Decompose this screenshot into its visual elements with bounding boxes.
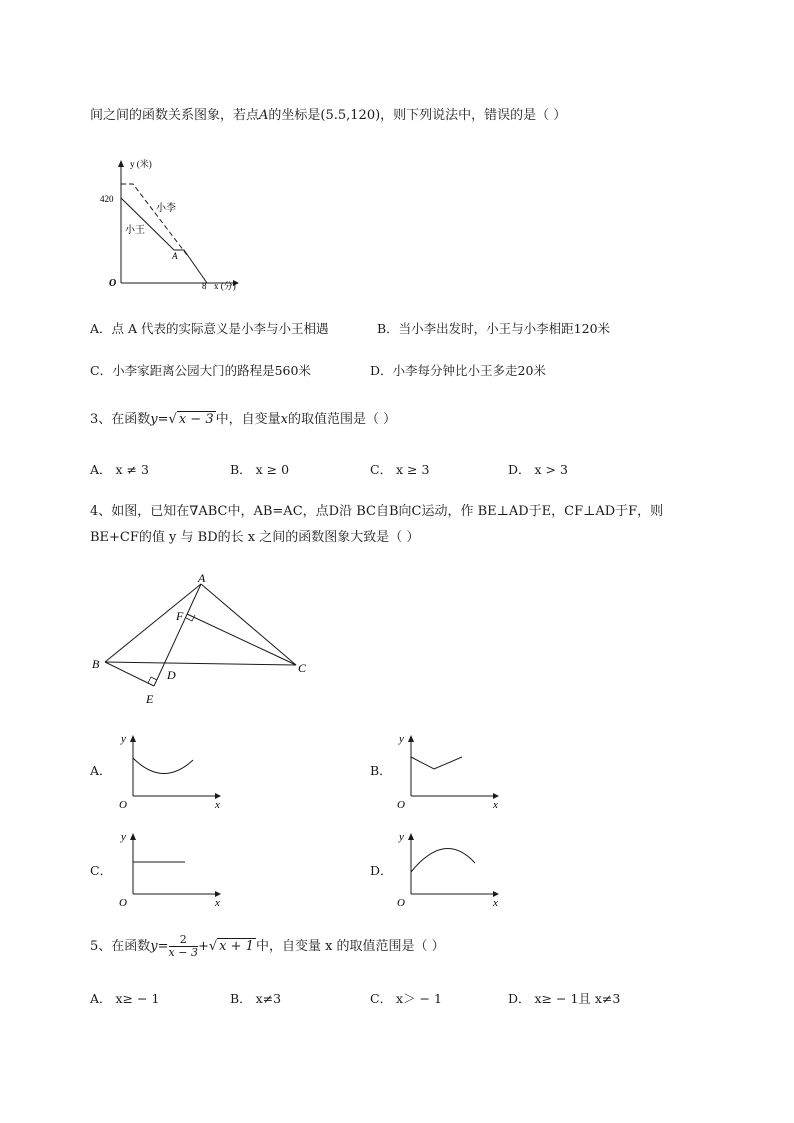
origin-label: O [119,897,127,909]
line-li-label: 小李 [156,203,176,214]
origin-label: O [109,278,117,289]
q5-suffix: 中，自变量 x 的取值范围是（ ） [255,939,445,954]
q2-intro [90,107,566,125]
x-label: x [215,897,220,909]
vertex-b: B [92,657,100,671]
q3-option-b: B． x ≥ 0 [230,462,290,477]
q5-radicand: x + 1 [219,939,254,954]
origin-label: O [119,799,127,810]
curve-b [411,757,462,769]
x-tick-8: 8 [202,281,207,291]
q3-option-c: C． x ≥ 3 [370,462,430,477]
y-axis-arrow [408,833,414,840]
q2-option-a: A．点 A 代表的实际意义是小李与小王相遇 [90,321,329,336]
q4-option-d-label: D． [370,863,393,878]
y-label: y [399,831,404,843]
x-label: x [493,799,498,810]
q3-radicand: x − 3 [178,412,214,427]
segment-ac [201,584,296,665]
q2-distance-time-graph [95,155,255,295]
q5-option-b: B． x≠3 [230,991,282,1006]
y-label: y [121,733,126,745]
q3-stem: 3、在函数y=√ x − 3 中，自变量x的取值范围是（ ） [90,412,397,427]
q3-func-eq: = [157,412,169,427]
q3-option-a: A． x ≠ 3 [90,462,149,477]
q3-var: x [280,412,288,427]
y-label: y [121,831,126,843]
q4-graph-c [115,826,225,910]
q2-option-c: C．小李家距离公园大门的路程是560米 [90,363,311,378]
q4-triangle-figure [88,568,318,710]
y-label: y [399,733,404,745]
q5-func-eq: = [157,939,169,954]
segment-be [105,662,154,686]
y-axis-arrow [130,833,136,840]
q5-option-d: D． x≥ − 1且 x≠3 [508,991,621,1006]
origin-label: O [397,799,405,810]
q3-option-d: D． x > 3 [508,462,568,477]
vertex-a: A [198,571,206,585]
y-axis-arrow [408,735,414,742]
q4-stem-line2: BE+CF的值 y 与 BD的长 x 之间的函数图象大致是（ ） [90,530,420,545]
point-f: F [176,609,184,623]
point-d: D [167,668,176,682]
q5-frac-den: x − 3 [168,946,198,959]
q3-mid: 中，自变量 [215,412,281,427]
q4-graph-b [393,728,503,810]
line-li [121,184,187,255]
x-label: x [215,799,220,810]
segment-cf [187,614,296,665]
q4-option-b-label: B． [370,763,392,778]
point-e: E [146,692,154,706]
q5-frac-num: 2 [169,934,198,947]
q4-graph-d [393,826,503,910]
point-a-label: A [172,251,178,261]
q5-option-a: A． x≥ − 1 [90,991,160,1006]
q5-prefix: 5、在函数 [90,939,151,954]
q5-stem: 5、在函数y= $\frac{2}{x - 3}$ +√ x + 1 中，自变量 x 的取值范围是（ ） [90,933,445,959]
segment-bc [105,662,296,665]
q3-prefix: 3、在函数 [90,412,151,427]
q3-suffix: 的取值范围是（ ） [287,412,397,427]
q2-option-d: D．小李每分钟比小王多走20米 [370,363,546,378]
q2-intro-text: 间之间的函数关系图象，若点 [90,108,260,123]
x-axis-label: x (分) [214,281,236,291]
q2-point-a: A [259,108,269,123]
q5-option-c: C． x＞ − 1 [370,991,442,1006]
x-label: x [493,897,498,909]
q5-fraction [169,934,198,959]
y-axis-label: y (米) [130,159,152,169]
segment-ab [105,584,201,662]
q4-graph-a [115,728,225,810]
q2-intro-text-2: 的坐标是(5.5,120)，则下列说法中，错误的是（ ） [268,108,567,123]
segment-ad-extended [154,584,201,686]
vertex-c: C [298,661,307,675]
q3-func-lhs: y [150,412,158,427]
y-tick-420: 420 [100,194,114,204]
q4-option-c-label: C． [90,863,113,878]
y-axis-arrow [118,160,124,167]
y-axis-arrow [130,735,136,742]
q5-plus: + [197,939,209,954]
origin-label: O [397,897,405,909]
q4-stem-line1: 4、如图，已知在∇ABC中，AB=AC，点D沿 BC自B向C运动，作 BE⊥AD于E，CF⊥AD于F，则 [90,504,664,519]
q4-option-a-label: A． [90,763,112,778]
curve-a [133,758,193,774]
q5-func-lhs: y [150,939,158,954]
q2-option-b: B．当小李出发时，小王与小李相距120米 [377,321,611,336]
curve-d [411,848,475,872]
line-wang-label: 小王 [125,225,145,236]
